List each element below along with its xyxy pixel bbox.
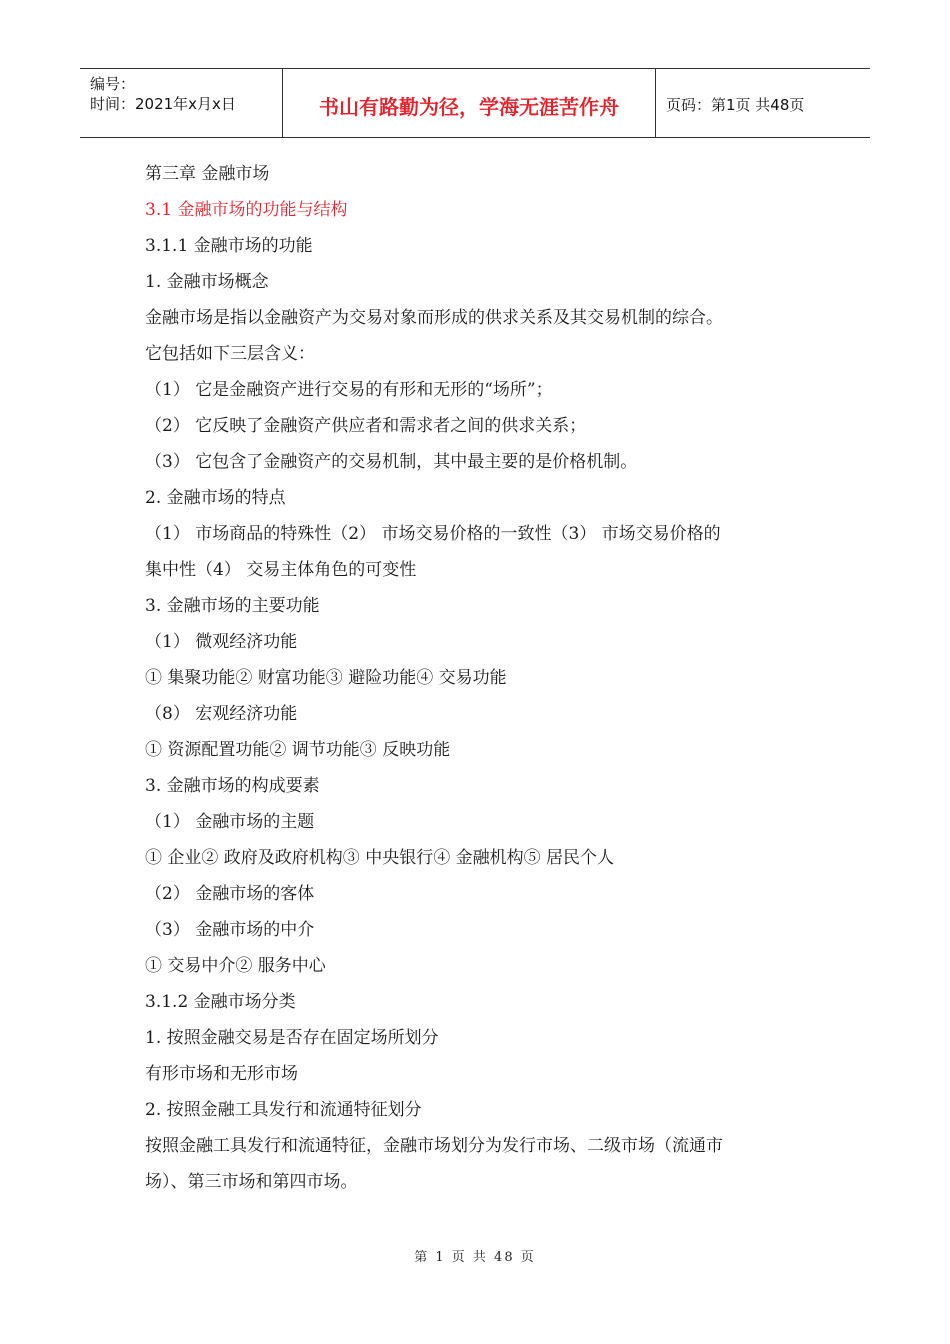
list-item: （2） 金融市场的客体 xyxy=(145,884,315,904)
paragraph-line: 按照金融工具发行和流通特征，金融市场划分为发行市场、二级市场（流通市 xyxy=(145,1136,723,1156)
paragraph-line: 场）、第三市场和第四市场。 xyxy=(145,1172,358,1192)
item-heading: 2. 按照金融工具发行和流通特征划分 xyxy=(145,1100,422,1120)
list-item: ① 企业② 政府及政府机构③ 中央银行④ 金融机构⑤ 居民个人 xyxy=(145,848,615,868)
subsection-heading: 3.1.1 金融市场的功能 xyxy=(145,236,313,256)
page-code: 页码：第1页 共48页 xyxy=(666,96,805,114)
list-item: （3） 金融市场的中介 xyxy=(145,920,315,940)
paragraph-line: 它包括如下三层含义： xyxy=(145,344,315,364)
header-page-cell xyxy=(656,69,870,137)
document-number-label: 编号： xyxy=(90,75,136,93)
list-item: （1） 金融市场的主题 xyxy=(145,812,315,832)
motto: 书山有路勤为径，学海无涯苦作舟 xyxy=(319,95,619,119)
list-item: ① 资源配置功能② 调节功能③ 反映功能 xyxy=(145,740,451,760)
paragraph-line: 金融市场是指以金融资产为交易对象而形成的供求关系及其交易机制的综合。 xyxy=(145,308,723,328)
item-heading: 1. 按照金融交易是否存在固定场所划分 xyxy=(145,1028,439,1048)
item-heading: 2. 金融市场的特点 xyxy=(145,488,286,508)
header-left-cell xyxy=(80,69,283,137)
subsection-heading: 3.1.2 金融市场分类 xyxy=(145,992,296,1012)
item-heading: 3. 金融市场的主要功能 xyxy=(145,596,320,616)
section-heading: 3.1 金融市场的功能与结构 xyxy=(145,200,348,220)
list-item: （3） 它包含了金融资产的交易机制，其中最主要的是价格机制。 xyxy=(145,452,638,472)
list-item: （1） 它是金融资产进行交易的有形和无形的“场所”； xyxy=(145,380,553,400)
list-item: （2） 它反映了金融资产供应者和需求者之间的供求关系； xyxy=(145,416,587,436)
document-date: 时间：2021年x月x日 xyxy=(90,95,236,113)
header-motto-cell xyxy=(283,69,656,137)
item-heading: 3. 金融市场的构成要素 xyxy=(145,776,320,796)
header-table xyxy=(80,68,870,138)
list-item: （8） 宏观经济功能 xyxy=(145,704,298,724)
paragraph-line: 有形市场和无形市场 xyxy=(145,1064,298,1084)
document-body xyxy=(145,156,805,1200)
paragraph-line: 集中性（4） 交易主体角色的可变性 xyxy=(145,560,417,580)
page-footer: 第 1 页 共 48 页 xyxy=(414,1250,536,1265)
list-item: ① 集聚功能② 财富功能③ 避险功能④ 交易功能 xyxy=(145,668,507,688)
list-item: （1） 微观经济功能 xyxy=(145,632,298,652)
paragraph-line: （1） 市场商品的特殊性（2） 市场交易价格的一致性（3） 市场交易价格的 xyxy=(145,524,721,544)
list-item: ① 交易中介② 服务中心 xyxy=(145,956,326,976)
chapter-title: 第三章 金融市场 xyxy=(145,164,270,184)
item-heading: 1. 金融市场概念 xyxy=(145,272,269,292)
